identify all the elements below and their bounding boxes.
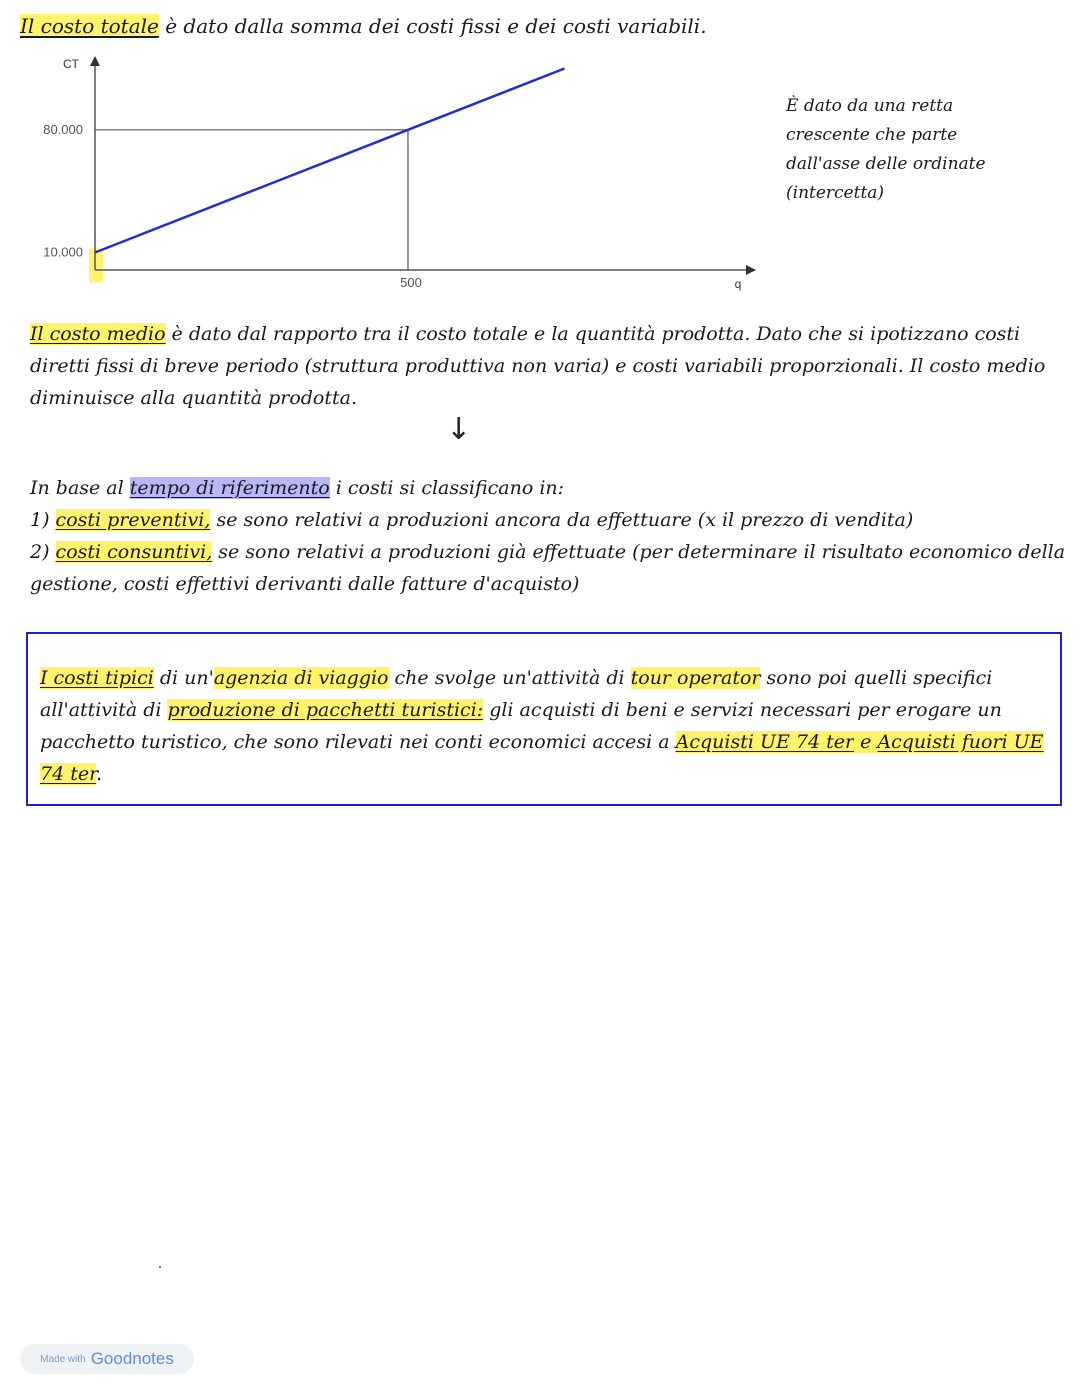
- intercept-highlight: [89, 248, 103, 282]
- agency-text-part: di un': [153, 667, 214, 689]
- x-tick-label: 500: [400, 275, 422, 290]
- list-item-costi-preventivi: [30, 504, 1070, 536]
- paragraph-costo-medio: [30, 318, 1050, 414]
- list-item-number: 2): [30, 541, 56, 563]
- term-tempo-di-riferimento: tempo di riferimento: [129, 477, 330, 499]
- side-note-line: dall'asse delle ordinate: [786, 154, 986, 174]
- made-with-label: Made with: [40, 1353, 86, 1365]
- agency-costs-box: [26, 632, 1062, 806]
- side-note-line: (intercetta): [786, 183, 885, 203]
- term-costi-preventivi: costi preventivi,: [55, 509, 211, 531]
- list-item-text: se sono relativi a produzioni ancora da effettuare (x il prezzo di vendita): [210, 509, 914, 531]
- total-cost-chart: [0, 48, 780, 298]
- paragraph-tempo-riferimento: [30, 472, 1070, 600]
- term-costo-medio: Il costo medio: [30, 323, 166, 345]
- tempo-intro-after: i costi si classificano in:: [329, 477, 565, 499]
- heading-costo-totale: [20, 14, 707, 38]
- term-costi-consuntivi: costi consuntivi,: [55, 541, 213, 563]
- agency-text-part: che svolge un'attività di: [388, 667, 631, 689]
- term-costo-totale: Il costo totale: [20, 14, 159, 38]
- agency-costs-text: [40, 662, 1050, 790]
- y-axis-label: CT: [63, 57, 79, 71]
- side-note-line: È dato da una retta: [786, 96, 954, 116]
- goodnotes-logo: Goodnotes: [90, 1349, 174, 1368]
- list-item-number: 1): [30, 509, 56, 531]
- term-tour-operator: tour operator: [630, 667, 761, 689]
- agency-text-part: .: [96, 763, 103, 785]
- chart-side-note: [786, 92, 1056, 208]
- side-note-line: crescente che parte: [786, 125, 958, 145]
- agency-text-part: gli acquisti di beni e servizi necessari per erogare un pacchetto turistico, che sono rilevati nei conti economici accesi a: [40, 699, 1002, 753]
- heading-rest: è dato dalla somma dei costi fissi e dei costi variabili.: [158, 14, 707, 38]
- list-item-text: se sono relativi a produzioni già effettuate (per determinare il risultato economico della gestione, costi effettivi derivanti dalle fatture d'acquisto): [30, 541, 1066, 595]
- y-axis-arrow-icon: [90, 56, 100, 66]
- x-axis-label: q: [734, 277, 742, 291]
- arrow-down-icon: ↓: [446, 412, 472, 447]
- term-costi-tipici: I costi tipici: [40, 667, 154, 689]
- ct-series-line: [95, 69, 565, 253]
- stray-dot: [159, 1266, 161, 1268]
- agency-text-part: sono poi quelli specifici all'attività di: [40, 667, 993, 721]
- y-tick-label: 80.000: [43, 121, 83, 137]
- goodnotes-badge[interactable]: [20, 1344, 194, 1374]
- tempo-intro: [30, 472, 1070, 504]
- tempo-intro-before: In base al: [30, 477, 130, 499]
- agency-text-part: e: [854, 731, 878, 753]
- term-acquisti-ue: Acquisti UE 74 ter: [675, 731, 855, 753]
- term-agenzia-di-viaggio: agenzia di viaggio: [213, 667, 389, 689]
- x-axis-arrow-icon: [746, 265, 756, 275]
- term-produzione-pacchetti: produzione di pacchetti turistici:: [167, 699, 484, 721]
- list-item-costi-consuntivi: [30, 536, 1070, 600]
- term-acquisti-fuori-ue: Acquisti fuori UE 74 ter: [40, 731, 1044, 785]
- costo-medio-rest: è dato dal rapporto tra il costo totale e la quantità prodotta. Dato che si ipotizzano costi diretti fissi di breve periodo (struttura produttiva non varia) e costi variabili proporzionali. Il costo medio diminuisce alla quantità prodotta.: [30, 323, 1046, 409]
- y-tick-label: 10.000: [43, 244, 83, 260]
